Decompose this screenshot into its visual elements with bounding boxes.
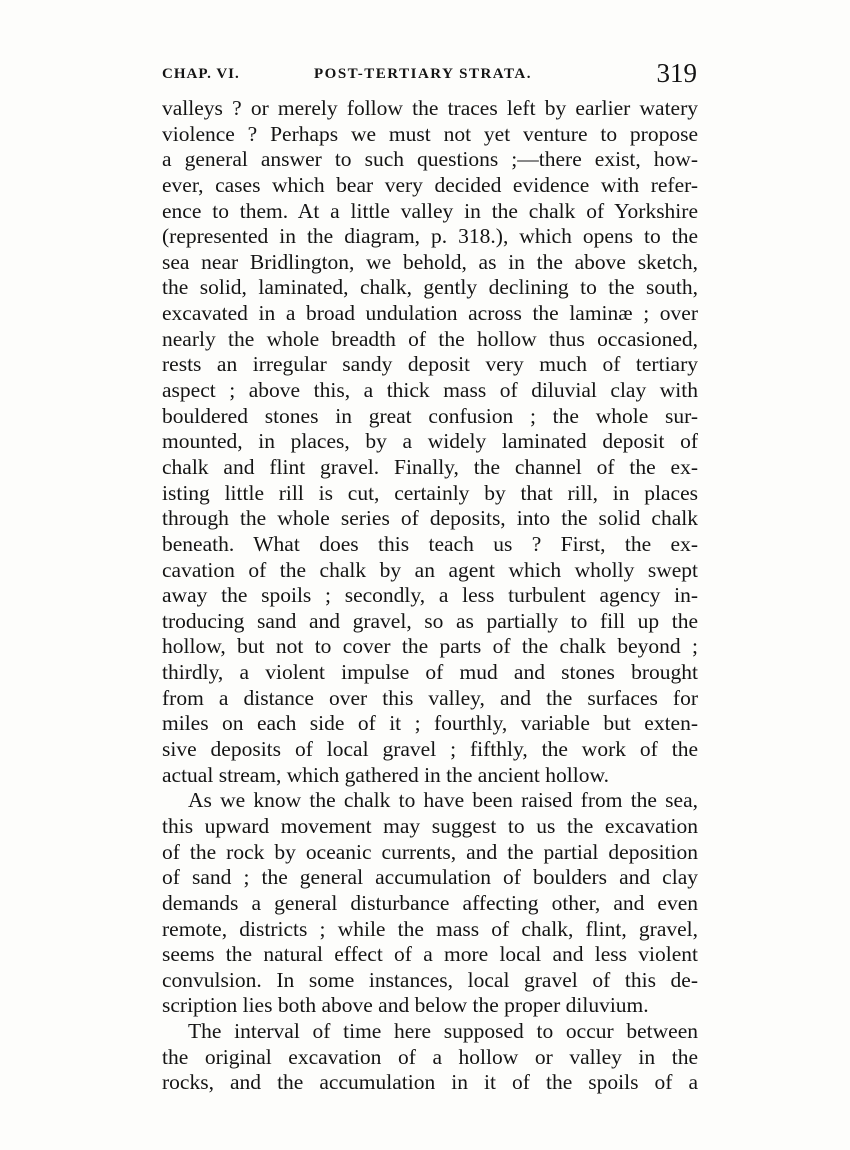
paragraph-1 xyxy=(162,96,698,788)
paragraph-2 xyxy=(162,788,698,1019)
text-line: As we know the chalk to have been raised from the sea, xyxy=(188,788,698,813)
text-line: mounted, in places, by a widely laminated deposit of xyxy=(162,429,698,454)
text-line: away the spoils ; secondly, a less turbulent agency in- xyxy=(162,583,698,608)
text-line: hollow, but not to cover the parts of the chalk beyond ; xyxy=(162,634,698,659)
text-line: beneath. What does this teach us ? First, the ex- xyxy=(162,531,698,556)
text-line: actual stream, which gathered in the ancient hollow. xyxy=(162,762,609,787)
text-line: thirdly, a violent impulse of mud and stones brought xyxy=(162,660,698,685)
text-line: isting little rill is cut, certainly by that rill, in places xyxy=(162,480,698,505)
text-line: excavated in a broad undulation across the laminæ ; over xyxy=(162,301,698,326)
text-line: The interval of time here supposed to occur between xyxy=(188,1019,698,1044)
text-line: this upward movement may suggest to us the excavation xyxy=(162,813,698,838)
text-line: cavation of the chalk by an agent which wholly swept xyxy=(162,557,698,582)
text-line: (represented in the diagram, p. 318.), which opens to the xyxy=(162,224,698,249)
running-title: POST-TERTIARY STRATA. xyxy=(314,66,532,82)
text-line: a general answer to such questions ;—there exist, how- xyxy=(162,147,698,172)
text-line: demands a general disturbance affecting other, and even xyxy=(162,890,698,915)
text-line: through the whole series of deposits, into the solid chalk xyxy=(162,506,698,531)
text-line: troducing sand and gravel, so as partially to fill up the xyxy=(162,608,698,633)
text-line: the solid, laminated, chalk, gently declining to the south, xyxy=(162,275,698,300)
text-line: chalk and flint gravel. Finally, the channel of the ex- xyxy=(162,454,698,479)
text-line: valleys ? or merely follow the traces left by earlier watery xyxy=(162,96,698,120)
text-line: ence to them. At a little valley in the chalk of Yorkshire xyxy=(162,198,698,223)
text-line: aspect ; above this, a thick mass of diluvial clay with xyxy=(162,378,698,403)
text-line: convulsion. In some instances, local gravel of this de- xyxy=(162,967,698,992)
text-line: sea near Bridlington, we behold, as in the above sketch, xyxy=(162,249,698,274)
text-line: of the rock by oceanic currents, and the partial deposition xyxy=(162,839,698,864)
text-line: rocks, and the accumulation in it of the spoils of a xyxy=(162,1070,698,1095)
text-line: bouldered stones in great confusion ; the whole sur- xyxy=(162,403,698,428)
page-number: 319 xyxy=(656,58,697,88)
text-line: rests an irregular sandy deposit very much of tertiary xyxy=(162,352,698,377)
text-line: miles on each side of it ; fourthly, variable but exten- xyxy=(162,711,698,736)
text-line: remote, districts ; while the mass of chalk, flint, gravel, xyxy=(162,916,698,941)
text-line: nearly the whole breadth of the hollow thus occasioned, xyxy=(162,326,698,351)
text-line: ever, cases which bear very decided evidence with refer- xyxy=(162,172,698,197)
body-text xyxy=(162,96,698,1096)
running-head xyxy=(162,58,697,92)
paragraph-3 xyxy=(162,1019,698,1096)
text-line: the original excavation of a hollow or valley in the xyxy=(162,1044,698,1069)
text-line: sive deposits of local gravel ; fifthly, the work of the xyxy=(162,737,698,762)
text-line: seems the natural effect of a more local and less violent xyxy=(162,942,698,967)
text-line: scription lies both above and below the proper diluvium. xyxy=(162,993,649,1018)
text-line: from a distance over this valley, and the surfaces for xyxy=(162,685,698,710)
chapter-label: CHAP. VI. xyxy=(162,66,240,82)
text-line: of sand ; the general accumulation of boulders and clay xyxy=(162,865,698,890)
text-line: violence ? Perhaps we must not yet venture to propose xyxy=(162,121,698,146)
